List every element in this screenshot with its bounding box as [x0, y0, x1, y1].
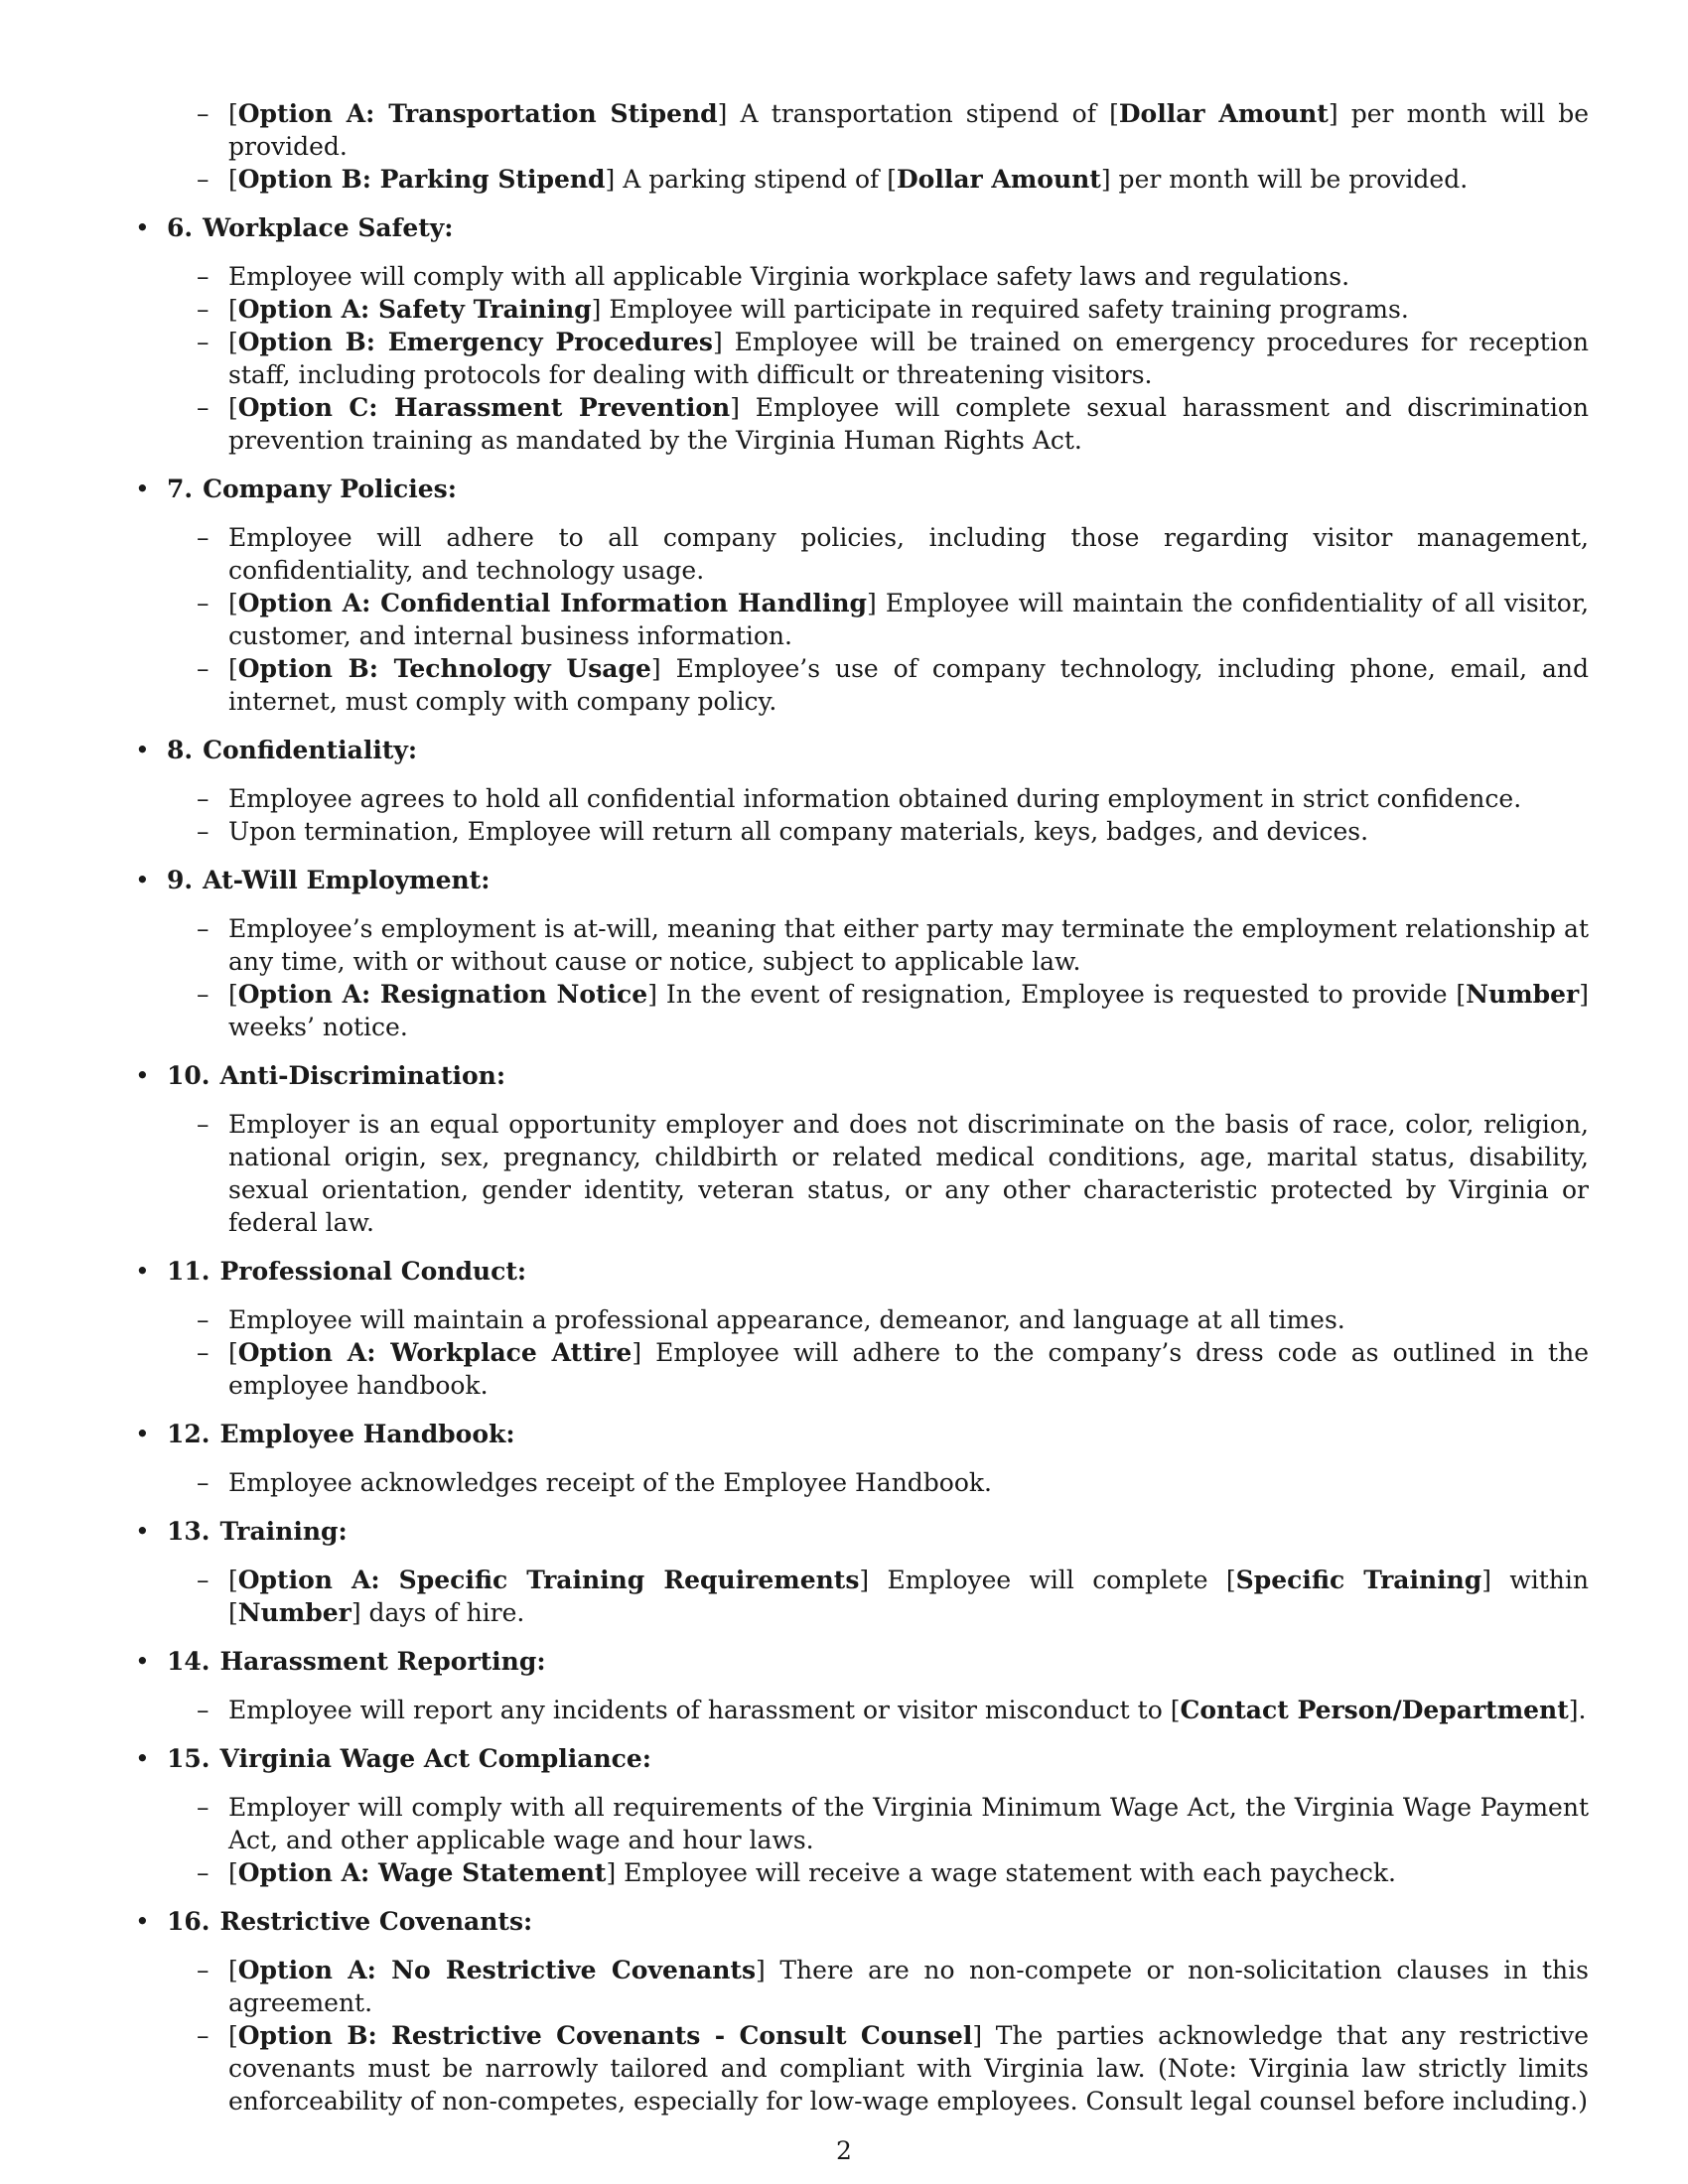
- dash-icon: –: [197, 99, 210, 128]
- clause-list: [129, 97, 1589, 196]
- clause-item: [129, 97, 1589, 163]
- clause-text: [: [228, 165, 238, 194]
- section-title: Harassment Reporting:: [219, 1647, 546, 1676]
- clause-item: [129, 391, 1589, 457]
- clause-item: [129, 260, 1589, 293]
- section-heading: [129, 1905, 1589, 1938]
- dash-icon: –: [197, 784, 210, 813]
- section-title: Professional Conduct:: [219, 1257, 527, 1286]
- page-number: 2: [836, 2136, 852, 2165]
- section-heading: [129, 473, 1589, 505]
- clause-text: [: [228, 1338, 238, 1367]
- clause-text: Employee will report any incidents of harassment or visitor misconduct to [: [228, 1696, 1181, 1724]
- clause-item: [129, 521, 1589, 587]
- dash-icon: –: [197, 262, 210, 291]
- section-10: [129, 1059, 1589, 1239]
- bullet-icon: •: [135, 475, 150, 503]
- clause-list: [129, 1466, 1589, 1499]
- bullet-icon: •: [135, 213, 150, 242]
- dash-icon: –: [197, 523, 210, 552]
- clause-text: Employee acknowledges receipt of the Employee Handbook.: [228, 1468, 992, 1497]
- clause-text: ] Employee will participate in required safety training programs.: [591, 295, 1409, 324]
- section-number: 14.: [167, 1647, 211, 1676]
- clause-text: ] days of hire.: [351, 1598, 525, 1627]
- dash-icon: –: [197, 1566, 210, 1594]
- placeholder-label: Option A: Transportation Stipend: [237, 99, 718, 128]
- section-heading: [129, 1645, 1589, 1678]
- clause-item: [129, 1336, 1589, 1402]
- clause-item: [129, 1303, 1589, 1336]
- clause-item: [129, 1791, 1589, 1856]
- placeholder-label: Option B: Parking Stipend: [237, 165, 606, 194]
- clause-text: Employer is an equal opportunity employer and does not discriminate on the basis of race, color, religion, national origin, sex, pregnancy, childbirth or related medical conditions, age, marital status, disability, sexual orientation, gender identity, veteran status, or any other characteristic protected by Virginia or federal law.: [228, 1110, 1589, 1237]
- dash-icon: –: [197, 1793, 210, 1822]
- bullet-icon: •: [135, 866, 150, 894]
- clause-text: ] A parking stipend of [: [605, 165, 897, 194]
- dash-icon: –: [197, 914, 210, 943]
- clause-item: [129, 587, 1589, 652]
- clause-text: [: [228, 1858, 238, 1887]
- clause-list: [129, 1564, 1589, 1629]
- section-heading: [129, 864, 1589, 896]
- section-number: 10.: [167, 1061, 211, 1090]
- dash-icon: –: [197, 328, 210, 356]
- clause-list: [129, 1108, 1589, 1239]
- placeholder-label: Dollar Amount: [1118, 99, 1329, 128]
- clause-text: [: [228, 589, 238, 617]
- clause-item: [129, 163, 1589, 196]
- section-8: [129, 734, 1589, 848]
- clause-text: ] Employee will complete [: [859, 1566, 1236, 1594]
- clause-text: ] within [: [228, 1566, 1589, 1627]
- section-title: Confidentiality:: [203, 736, 418, 764]
- clause-text: ] Employee will complete sexual harassment and discrimination prevention training as mandated by the Virginia Human Rights Act.: [228, 393, 1589, 455]
- section-continued: [129, 97, 1589, 196]
- placeholder-label: Specific Training: [1235, 1566, 1482, 1594]
- placeholder-label: Option A: Safety Training: [237, 295, 592, 324]
- section-title: Virginia Wage Act Compliance:: [219, 1744, 651, 1773]
- clause-item: [129, 815, 1589, 848]
- clause-text: ] per month will be provided.: [1100, 165, 1469, 194]
- placeholder-label: Option A: Wage Statement: [237, 1858, 607, 1887]
- placeholder-label: Option B: Technology Usage: [237, 654, 651, 683]
- placeholder-label: Option C: Harassment Prevention: [237, 393, 731, 422]
- dash-icon: –: [197, 980, 210, 1009]
- clause-item: [129, 1108, 1589, 1239]
- section-number: 11.: [167, 1257, 211, 1286]
- section-11: [129, 1255, 1589, 1402]
- placeholder-label: Option A: Specific Training Requirements: [237, 1566, 860, 1594]
- clause-text: ] In the event of resignation, Employee is requested to provide [: [647, 980, 1467, 1009]
- section-title: Employee Handbook:: [219, 1420, 515, 1448]
- clause-item: [129, 978, 1589, 1043]
- clause-text: [: [228, 654, 238, 683]
- bullet-icon: •: [135, 1647, 150, 1676]
- section-14: [129, 1645, 1589, 1726]
- clause-text: Employee will adhere to all company policies, including those regarding visitor management, confidentiality, and technology usage.: [228, 523, 1589, 585]
- section-number: 6.: [167, 213, 194, 242]
- bullet-icon: •: [135, 736, 150, 764]
- clause-text: ] Employee will maintain the confidentiality of all visitor, customer, and internal business information.: [228, 589, 1590, 650]
- placeholder-label: Option A: Workplace Attire: [237, 1338, 633, 1367]
- section-7: [129, 473, 1589, 718]
- clause-text: [: [228, 295, 238, 324]
- section-heading: [129, 734, 1589, 766]
- section-title: Training:: [219, 1517, 348, 1546]
- section-12: [129, 1418, 1589, 1499]
- bullet-icon: •: [135, 1517, 150, 1546]
- clause-text: [: [228, 393, 238, 422]
- section-9: [129, 864, 1589, 1043]
- clause-list: [129, 521, 1589, 718]
- clause-text: ].: [1568, 1696, 1587, 1724]
- section-heading: [129, 1255, 1589, 1288]
- bullet-icon: •: [135, 1257, 150, 1286]
- section-heading: [129, 211, 1589, 244]
- bullet-icon: •: [135, 1420, 150, 1448]
- section-13: [129, 1515, 1589, 1629]
- placeholder-label: Option A: Confidential Information Handling: [237, 589, 868, 617]
- dash-icon: –: [197, 1956, 210, 1984]
- clause-list: [129, 1303, 1589, 1402]
- clause-item: [129, 1694, 1589, 1726]
- clause-text: [: [228, 1956, 238, 1984]
- section-number: 15.: [167, 1744, 211, 1773]
- document-body: [129, 97, 1589, 2117]
- placeholder-label: Option A: Resignation Notice: [237, 980, 648, 1009]
- clause-text: Employee will comply with all applicable Virginia workplace safety laws and regulations.: [228, 262, 1350, 291]
- clause-text: ] per month will be provided.: [228, 99, 1589, 161]
- dash-icon: –: [197, 1305, 210, 1334]
- placeholder-label: Option B: Emergency Procedures: [237, 328, 713, 356]
- clause-item: [129, 1466, 1589, 1499]
- section-number: 9.: [167, 866, 194, 894]
- clause-text: Employee agrees to hold all confidential information obtained during employment in strict confidence.: [228, 784, 1522, 813]
- clause-item: [129, 1954, 1589, 2019]
- section-16: [129, 1905, 1589, 2117]
- clause-text: [: [228, 328, 238, 356]
- clause-text: [: [228, 99, 238, 128]
- section-number: 12.: [167, 1420, 211, 1448]
- dash-icon: –: [197, 654, 210, 683]
- clause-text: [: [228, 980, 238, 1009]
- placeholder-label: Number: [1466, 980, 1580, 1009]
- placeholder-label: Option A: No Restrictive Covenants: [237, 1956, 757, 1984]
- placeholder-label: Option B: Restrictive Covenants - Consult Counsel: [237, 2021, 973, 2050]
- clause-text: ] Employee’s use of company technology, including phone, email, and internet, must comply with company policy.: [228, 654, 1589, 716]
- clause-text: ] A transportation stipend of [: [717, 99, 1119, 128]
- dash-icon: –: [197, 165, 210, 194]
- dash-icon: –: [197, 589, 210, 617]
- clause-text: ] weeks’ notice.: [228, 980, 1589, 1041]
- placeholder-label: Number: [237, 1598, 352, 1627]
- section-title: Restrictive Covenants:: [219, 1907, 533, 1936]
- clause-list: [129, 1791, 1589, 1889]
- section-number: 16.: [167, 1907, 211, 1936]
- section-heading: [129, 1059, 1589, 1092]
- clause-text: Employee will maintain a professional appearance, demeanor, and language at all times.: [228, 1305, 1345, 1334]
- clause-item: [129, 1564, 1589, 1629]
- section-heading: [129, 1742, 1589, 1775]
- section-heading: [129, 1418, 1589, 1450]
- section-15: [129, 1742, 1589, 1889]
- section-title: Company Policies:: [203, 475, 457, 503]
- clause-text: Employer will comply with all requirements of the Virginia Minimum Wage Act, the Virginia Wage Payment Act, and other applicable wage and hour laws.: [228, 1793, 1589, 1854]
- clause-item: [129, 293, 1589, 326]
- section-6: [129, 211, 1589, 457]
- dash-icon: –: [197, 295, 210, 324]
- dash-icon: –: [197, 817, 210, 846]
- dash-icon: –: [197, 393, 210, 422]
- section-title: Workplace Safety:: [203, 213, 454, 242]
- clause-item: [129, 652, 1589, 718]
- clause-text: [: [228, 1566, 238, 1594]
- dash-icon: –: [197, 1858, 210, 1887]
- clause-text: [: [228, 2021, 238, 2050]
- clause-item: [129, 326, 1589, 391]
- clause-list: [129, 782, 1589, 848]
- placeholder-label: Contact Person/Department: [1180, 1696, 1569, 1724]
- section-number: 7.: [167, 475, 194, 503]
- clause-text: Employee’s employment is at-will, meaning that either party may terminate the employment relationship at any time, with or without cause or notice, subject to applicable law.: [228, 914, 1589, 976]
- section-number: 13.: [167, 1517, 211, 1546]
- section-heading: [129, 1515, 1589, 1548]
- clause-list: [129, 260, 1589, 457]
- placeholder-label: Dollar Amount: [897, 165, 1101, 194]
- dash-icon: –: [197, 2021, 210, 2050]
- dash-icon: –: [197, 1696, 210, 1724]
- dash-icon: –: [197, 1110, 210, 1139]
- clause-item: [129, 2019, 1589, 2117]
- clause-text: ] There are no non-compete or non-solicitation clauses in this agreement.: [228, 1956, 1589, 2017]
- clause-text: Upon termination, Employee will return all company materials, keys, badges, and devices.: [228, 817, 1369, 846]
- section-title: At-Will Employment:: [203, 866, 491, 894]
- bullet-icon: •: [135, 1907, 150, 1936]
- clause-list: [129, 1954, 1589, 2117]
- clause-item: [129, 912, 1589, 978]
- clause-text: ] Employee will adhere to the company’s dress code as outlined in the employee handbook.: [228, 1338, 1589, 1400]
- clause-item: [129, 1856, 1589, 1889]
- section-title: Anti-Discrimination:: [219, 1061, 506, 1090]
- clause-text: ] The parties acknowledge that any restrictive covenants must be narrowly tailored and compliant with Virginia law. (Note: Virginia law strictly limits enforceability of non-competes, especially for low-wage employees. Consult legal counsel before including.): [228, 2021, 1589, 2116]
- clause-item: [129, 782, 1589, 815]
- bullet-icon: •: [135, 1061, 150, 1090]
- dash-icon: –: [197, 1468, 210, 1497]
- clause-list: [129, 1694, 1589, 1726]
- dash-icon: –: [197, 1338, 210, 1367]
- clause-text: ] Employee will be trained on emergency procedures for reception staff, including protocols for dealing with difficult or threatening visitors.: [228, 328, 1589, 389]
- clause-text: ] Employee will receive a wage statement with each paycheck.: [606, 1858, 1396, 1887]
- section-number: 8.: [167, 736, 194, 764]
- clause-list: [129, 912, 1589, 1043]
- bullet-icon: •: [135, 1744, 150, 1773]
